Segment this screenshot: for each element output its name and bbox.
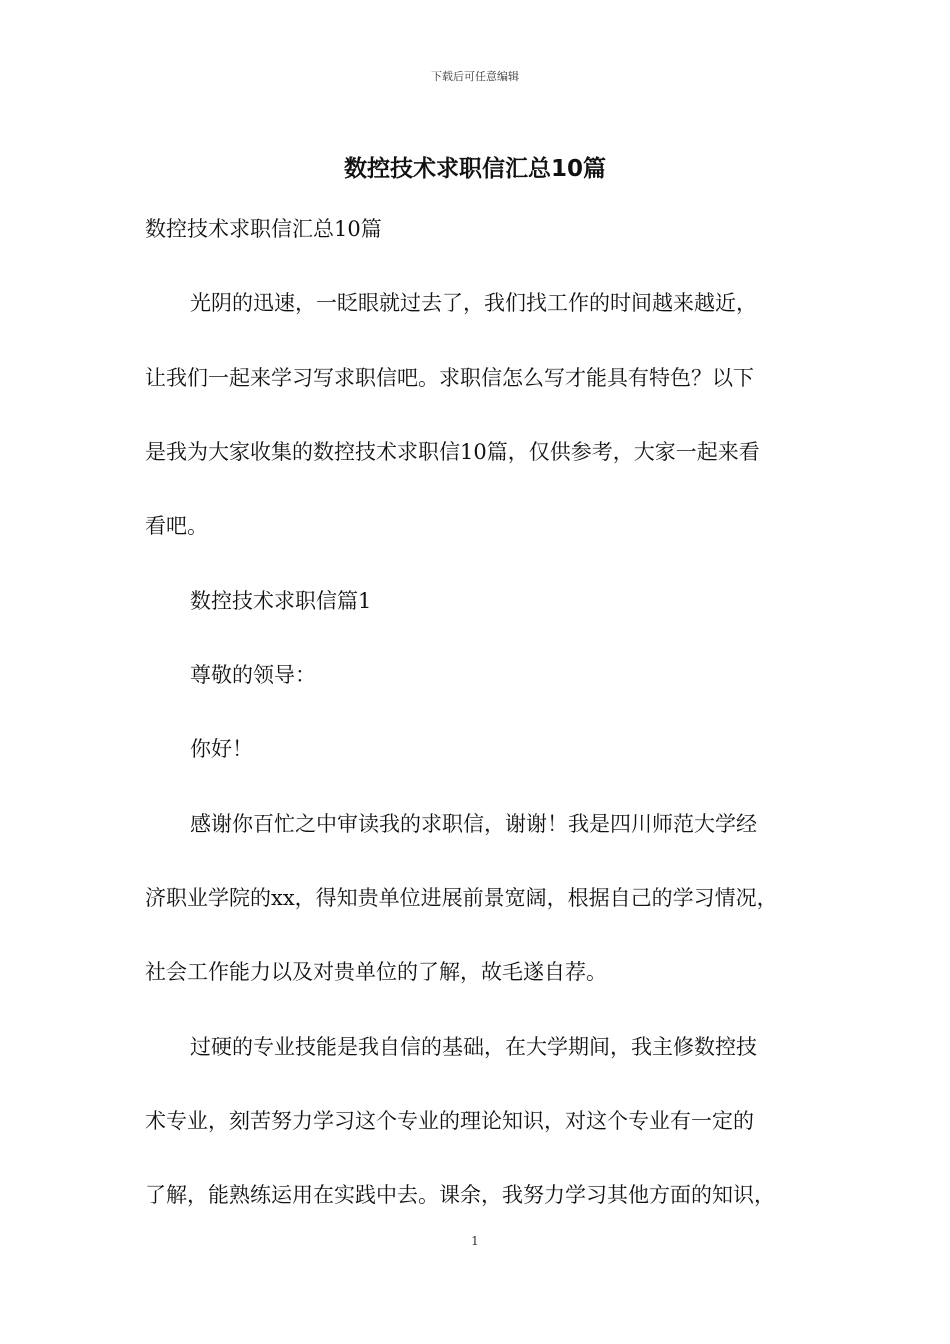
paragraph2-line-1: 过硬的专业技能是我自信的基础，在大学期间，我主修数控技 xyxy=(190,1035,757,1059)
paragraph1-line-2: 济职业学院的xx，得知贵单位进展前景宽阔，根据自己的学习情况， xyxy=(145,886,778,910)
paragraph2-line-2: 术专业，刻苦努力学习这个专业的理论知识，对这个专业有一定的 xyxy=(145,1109,754,1133)
intro-line-4: 看吧。 xyxy=(145,514,208,538)
paragraph2-line-3: 了解，能熟练运用在实践中去。课余，我努力学习其他方面的知识， xyxy=(145,1183,775,1207)
section-heading: 数控技术求职信篇1 xyxy=(190,589,372,613)
document-subtitle: 数控技术求职信汇总10篇 xyxy=(145,217,382,241)
salutation: 尊敬的领导： xyxy=(190,663,316,687)
intro-line-3: 是我为大家收集的数控技术求职信10篇，仅供参考，大家一起来看 xyxy=(145,440,760,464)
page-number: 1 xyxy=(471,1234,479,1248)
page-header-note: 下载后可任意编辑 xyxy=(431,70,519,83)
document-title: 数控技术求职信汇总10篇 xyxy=(343,156,606,182)
intro-line-1: 光阴的迅速，一眨眼就过去了，我们找工作的时间越来越近， xyxy=(190,291,757,315)
paragraph1-line-1: 感谢你百忙之中审读我的求职信，谢谢！我是四川师范大学经 xyxy=(190,812,757,836)
intro-line-2: 让我们一起来学习写求职信吧。求职信怎么写才能具有特色？以下 xyxy=(145,366,754,390)
greeting: 你好！ xyxy=(190,737,253,761)
paragraph1-line-3: 社会工作能力以及对贵单位的了解，故毛遂自荐。 xyxy=(145,960,607,984)
